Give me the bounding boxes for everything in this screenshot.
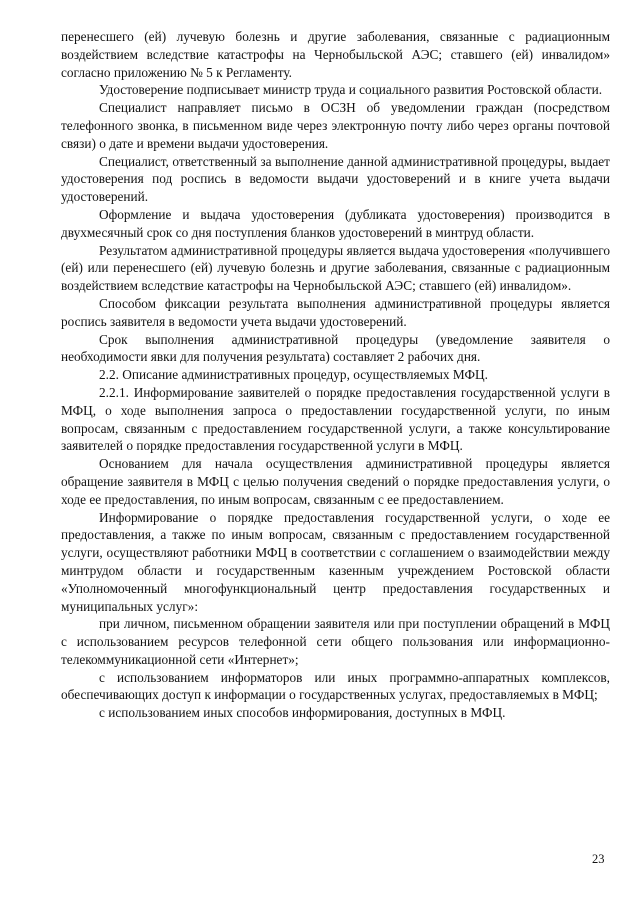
paragraph: Основанием для начала осуществления административной процедуры является обращение заявителя в МФЦ с целью получения сведений о порядке предоставления услуги, о ходе ее предоставления, по иным вопросам, связанным с ее предоставлением. [61, 456, 610, 507]
paragraph: Удостоверение подписывает министр труда и социального развития Ростовской области. [99, 82, 603, 98]
page-number: 23 [592, 852, 605, 866]
paragraph: Результатом административной процедуры является выдача удостоверения «получившего (ей) или перенесшего (ей) лучевую болезнь и другие заболевания, связанные с радиационным воздействием вследствие катастрофы на Чернобыльской АЭС; ставшего (ей) инвалидом». [61, 242, 610, 294]
paragraph: Срок выполнения административной процедуры (уведомление заявителя о необходимости явки для получения результата) составляет 2 рабочих дня. [61, 331, 610, 365]
subsection-heading: 2.2.1. Информирование заявителей о порядке предоставления государственной услуги в МФЦ, о ходе выполнения запроса о предоставлении государственной услуги, по иным вопросам, связанным с предоставлением государственной услуги, а также консультирование заявителей о порядке предоставления государственной услуги в МФЦ. [61, 384, 610, 454]
paragraph: Способом фиксации результата выполнения административной процедуры является роспись заявителя в ведомости учета выдачи удостоверений. [61, 295, 610, 329]
list-item: с использованием иных способов информирования, доступных в МФЦ. [99, 705, 506, 721]
document-body [61, 28, 610, 722]
paragraph-continuation: перенесшего (ей) лучевую болезнь и другие заболевания, связанные с радиационным воздействием вследствие катастрофы на Чернобыльской АЭС; ставшего (ей) инвалидом» согласно приложению № 5 к Регламенту. [61, 29, 610, 80]
paragraph: Специалист, ответственный за выполнение данной административной процедуры, выдает удостоверения под роспись в ведомости выдачи удостоверений и в книге учета выдачи удостоверений. [61, 153, 610, 205]
paragraph: Оформление и выдача удостоверения (дубликата удостоверения) производится в двухмесячный срок со дня поступления бланков удостоверений в минтруд области. [61, 206, 610, 240]
list-item: с использованием информаторов или иных программно-аппаратных комплексов, обеспечивающих доступ к информации о государственных услугах, предоставляемых в МФЦ; [61, 669, 610, 703]
paragraph: Специалист направляет письмо в ОСЗН об уведомлении граждан (посредством телефонного звонка, в письменном виде через электронную почту либо через органы почтовой связи) о дате и времени выдачи удостоверения. [61, 100, 610, 151]
paragraph: Информирование о порядке предоставления государственной услуги, о ходе ее предоставления, а также по иным вопросам, связанным с предоставлением государственной услуги, осуществляют работники МФЦ в соответствии с соглашением о взаимодействии между минтрудом области и государственным казенным учреждением Ростовской области «Уполномоченный многофункциональный центр предоставления государственных и муниципальных услуг»: [61, 509, 610, 614]
list-item: при личном, письменном обращении заявителя или при поступлении обращений в МФЦ с использованием ресурсов телефонной сети общего пользования или информационно-телекоммуникационной сети «Интернет»; [61, 616, 610, 667]
section-heading: 2.2. Описание административных процедур, осуществляемых МФЦ. [99, 367, 488, 383]
